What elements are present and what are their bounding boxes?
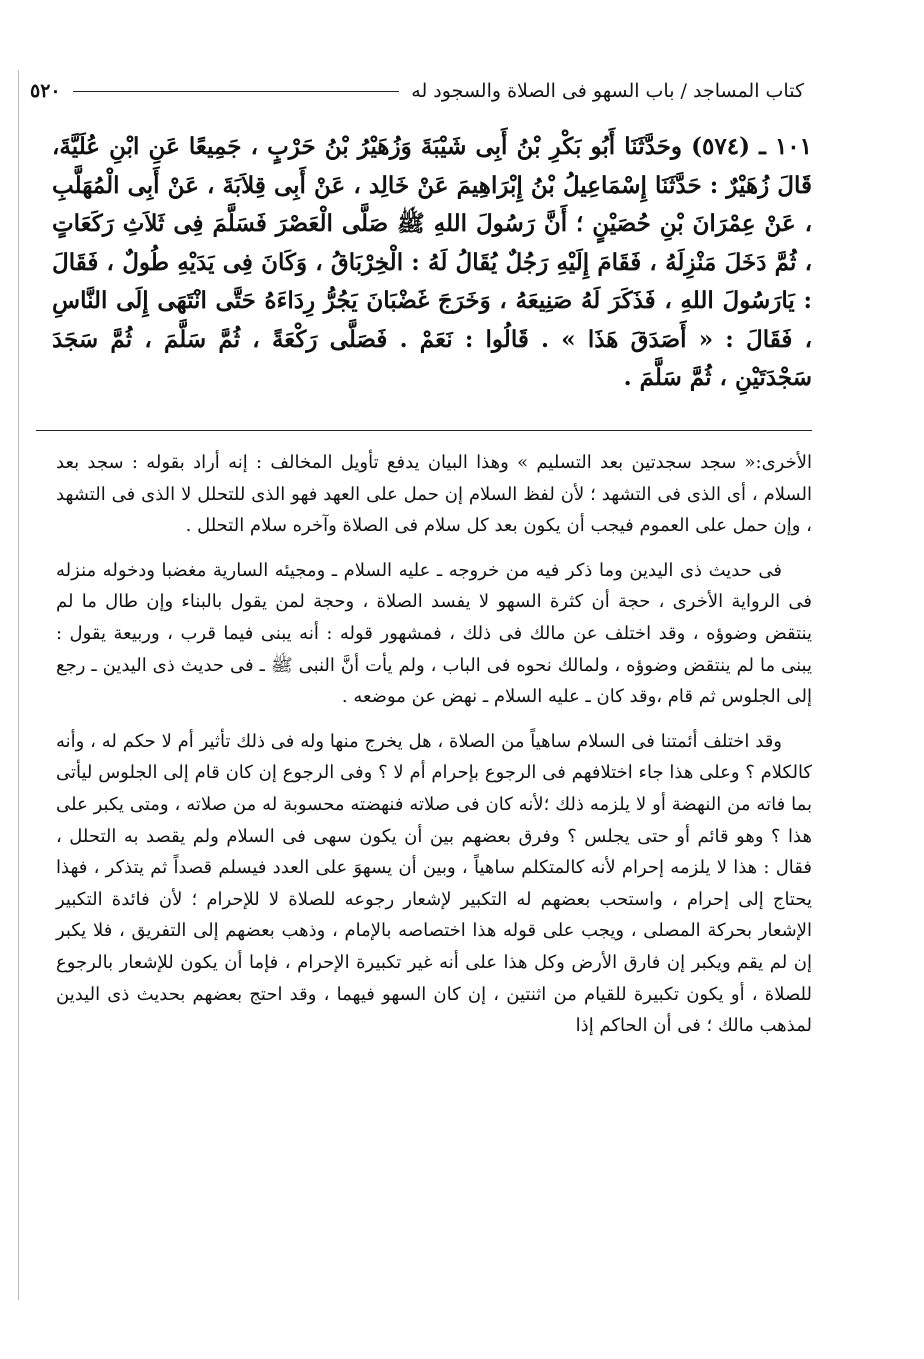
commentary-block bbox=[56, 447, 812, 1055]
commentary-paragraph: وقد اختلف أئمتنا فى السلام ساهياً من الصلاة ، هل يخرج منها وله فى ذلك تأثير أم لا حكم له ، وأنه كالكلام ؟ وعلى هذا جاء اختلافهم فى الرجوع بإحرام أم لا ؟ وفى الرجوع إن كان قام إلى الجلوس ليأتى بما فاته من النهضة أو لا يلزمه ذلك ؛لأنه كان فى صلاته فنهضته محسوبة له من صلاته ، ومتى يكبر على هذا ؟ وهو قائم أو حتى يجلس ؟ وفرق بعضهم بين أن يكون سهى فى السلام ولم يقصد به التحلل ، فقال : هذا لا يلزمه إحرام لأنه كالمتكلم ساهياً ، وبين أن يسهوَ على العدد فيسلم قصداً ثم يتذكر ، فهذا يحتاج إلى إحرام ، واستحب بعضهم له التكبير لإشعار رجوعه للصلاة لا للإحرام ؛ لأن فائدة التكبير الإشعار بحركة المصلى ، ويجب على قوله هذا اختصاصه بالإمام ، وذهب بعضهم إلى التفريق ، فلا يكبر إن لم يقم ويكبر إن فارق الأرض وكل هذا على أنه غير تكبيرة الإحرام ، فإما أن يكون للإشعار بالرجوع للصلاة ، أو يكون تكبيرة للقيام من اثنتين ، إن كان السهو فيهما ، وقد احتج بعضهم بحديث ذى اليدين لمذهب مالك ؛ فى أن الحاكم إذا bbox=[56, 730, 812, 1037]
commentary-paragraph: الأخرى:« سجد سجدتين بعد التسليم » وهذا البيان يدفع تأويل المخالف : إنه أراد بقوله : سجد بعد السلام ، أى الذى فى التشهد ؛ لأن لفظ السلام إن حمل على العهد فهو الذى للتحلل لا الذى فى التشهد ، وإن حمل على العموم فيجب أن يكون بعد كل سلام فى الصلاة وآخره سلام التحلل . bbox=[56, 452, 812, 537]
header-rule bbox=[73, 91, 400, 92]
commentary-paragraph: فى حديث ذى اليدين وما ذكر فيه من خروجه ـ عليه السلام ـ ومجيئه السارية مغضبا ودخوله منزله فى الرواية الأخرى ، حجة أن كثرة السهو لا يفسد الصلاة ، وحجة لمن يقول بالبناء وإن طال ما لم ينتقض وضوؤه ، وقد اختلف عن مالك فى ذلك ، فمشهور قوله : أنه يبنى فيما قرب ، وربيعة يقول : يبنى ما لم ينتقض وضوؤه ، ولمالك نحوه فى الباب ، ولم يأت أنَّ النبى ﷺ ـ فى حديث ذى اليدين ـ رجع إلى الجلوس ثم قام ،وقد كان ـ عليه السلام ـ نهض عن موضعه . bbox=[56, 559, 812, 708]
margin-line bbox=[18, 70, 19, 1300]
hadith-paragraph: ١٠١ ـ (٥٧٤) وحَدَّثَنَا أَبُو بَكْرِ بْنُ أَبِى شَيْبَةَ وَزُهَيْرُ بْنُ حَرْبٍ ، جَمِيعًا عَنِ ابْنِ عُلَيَّةَ، قَالَ زُهَيْرٌ : حَدَّثَنَا إِسْمَاعِيلُ بْنُ إِبْرَاهِيمَ عَنْ خَالِد ، عَنْ أَبِى قِلاَبَةَ ، عَنْ أَبِى الْمُهَلَّبِ ، عَنْ عِمْرَانَ بْنِ حُصَيْنٍ ؛ أَنَّ رَسُولَ اللهِ ﷺ صَلَّى الْعَصْرَ فَسَلَّمَ فِى ثَلاَثِ رَكَعَاتٍ ، ثُمَّ دَخَلَ مَنْزِلَهُ ، فَقَامَ إِلَيْهِ رَجُلٌ يُقَالُ لَهُ : الْخِرْبَاقُ ، وَكَانَ فِى يَدَيْهِ طُولٌ ، فَقَالَ : يَارَسُولَ اللهِ ، فَذَكَرَ لَهُ صَنِيعَهُ ، وَخَرَجَ غَضْبَانَ يَجُرُّ رِدَاءَهُ حَتَّى انْتَهَى إِلَى النَّاسِ ، فَقَالَ : « أَصَدَقَ هَذَا » . قَالُوا : نَعَمْ . فَصَلَّى رَكْعَةً ، ثُمَّ سَلَّمَ ، ثُمَّ سَجَدَ سَجْدَتَيْنِ ، ثُمَّ سَلَّمَ . bbox=[52, 133, 813, 391]
header-title: كتاب المساجد / باب السهو فى الصلاة والسجود له bbox=[411, 80, 804, 102]
page-number: ٥٢٠ bbox=[30, 80, 61, 102]
hadith-text-block bbox=[52, 128, 812, 398]
separator-rule bbox=[36, 430, 812, 431]
running-header bbox=[30, 74, 804, 108]
